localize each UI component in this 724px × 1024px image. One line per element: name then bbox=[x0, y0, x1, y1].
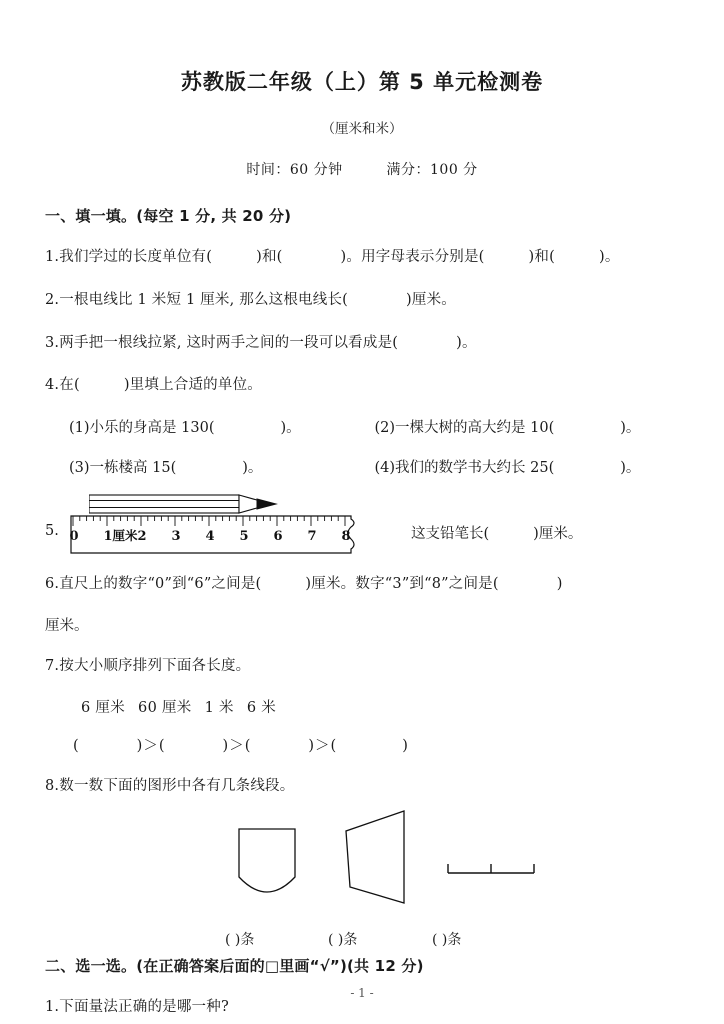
q4-sub-3-text: (3)一栋楼高 15( bbox=[69, 460, 177, 476]
question-1-3 bbox=[45, 333, 680, 355]
q7-gt-2: ＞ bbox=[229, 737, 244, 754]
q4-sub-1 bbox=[69, 416, 375, 437]
q5-answer-line bbox=[367, 522, 582, 555]
q4-sub-4-text: (4)我们的数学书大约长 25( bbox=[374, 460, 555, 476]
q7-open-3: ( bbox=[244, 737, 251, 754]
q7-gt-3: ＞ bbox=[315, 737, 330, 754]
ruler-tick-4: 4 bbox=[205, 529, 215, 544]
pencil-icon bbox=[89, 493, 287, 515]
q7-open-1: ( bbox=[73, 737, 79, 754]
ruler-tick-5: 5 bbox=[239, 529, 249, 544]
question-1-6 bbox=[45, 574, 680, 596]
ruler-tick-8: 8 bbox=[341, 529, 351, 544]
question-1-4-row-1 bbox=[45, 416, 680, 437]
question-1-2 bbox=[45, 290, 680, 312]
q7-close-3: ) bbox=[308, 737, 315, 754]
q3-text-a: 两手把一根线拉紧, 这时两手之间的一段可以看成是( bbox=[59, 334, 399, 351]
q4-text-a: 在( bbox=[59, 377, 80, 394]
q6-text-b: )厘米。数字“3”到“8”之间是( bbox=[305, 576, 499, 592]
q8-prompt: 数一数下面的图形中各有几条线段。 bbox=[59, 777, 295, 794]
q7-length-3: 1 米 bbox=[204, 699, 234, 716]
q4-text-b: )里填上合适的单位。 bbox=[123, 377, 262, 394]
exam-time: 时间：60 分钟 bbox=[246, 162, 343, 178]
q7-open-2: ( bbox=[158, 737, 165, 754]
q1-number: 1. bbox=[45, 249, 60, 265]
ruler-unit-label: 厘米 bbox=[112, 528, 138, 543]
q6-continuation: 厘米。 bbox=[45, 617, 89, 634]
q7-prompt: 按大小顺序排列下面各长度。 bbox=[59, 657, 251, 674]
q2-number: 2. bbox=[45, 291, 60, 308]
q7-close-4: ) bbox=[402, 737, 408, 754]
question-1-1 bbox=[45, 247, 680, 269]
section-1-heading: 一、填一填。(每空 1 分, 共 20 分) bbox=[45, 207, 292, 225]
q7-number: 7. bbox=[45, 657, 60, 674]
q3-number: 3. bbox=[45, 334, 60, 351]
question-2-1 bbox=[45, 997, 680, 1019]
ruler-icon bbox=[69, 515, 367, 555]
q4-sub-1-text: (1)小乐的身高是 130( bbox=[69, 420, 215, 436]
q4-sub-3 bbox=[69, 456, 375, 477]
q4-sub-2-close: )。 bbox=[620, 420, 641, 436]
q8-figures bbox=[45, 811, 680, 949]
q1-text-a: 我们学过的长度单位有( bbox=[59, 249, 213, 265]
q7-open-4: ( bbox=[330, 737, 337, 754]
q4-sub-4-close: )。 bbox=[620, 460, 641, 476]
ruler-tick-1: 1 bbox=[103, 529, 113, 544]
question-1-5 bbox=[45, 493, 680, 555]
ruler-tick-6: 6 bbox=[273, 529, 283, 544]
segment-with-ticks-icon bbox=[445, 861, 537, 877]
q5-tail-text-b: )厘米。 bbox=[533, 526, 583, 542]
ruler-tick-3: 3 bbox=[171, 529, 181, 544]
q8-label-1[interactable]: ( )条 bbox=[225, 932, 255, 949]
q1-text-e: )。 bbox=[598, 249, 620, 265]
q3-text-b: )。 bbox=[456, 334, 477, 351]
u-shape-rounded-bottom-icon bbox=[235, 827, 299, 905]
q6-text-a: 直尺上的数字“0”到“6”之间是( bbox=[59, 576, 262, 592]
question-1-4-row-2 bbox=[45, 456, 680, 477]
q5-number: 5. bbox=[45, 523, 59, 539]
s2-q1-number: 1. bbox=[45, 999, 60, 1016]
q1-text-b: )和( bbox=[256, 249, 283, 265]
ruler-tick-7: 7 bbox=[307, 529, 317, 544]
page-subtitle: （厘米和米） bbox=[321, 121, 403, 137]
q8-number: 8. bbox=[45, 777, 60, 794]
question-1-4 bbox=[45, 375, 680, 397]
q7-order-row bbox=[45, 734, 680, 755]
q7-gt-1: ＞ bbox=[143, 737, 158, 754]
q4-sub-3-close: )。 bbox=[242, 460, 263, 476]
q1-text-d: )和( bbox=[528, 249, 555, 265]
exam-score: 满分：100 分 bbox=[386, 162, 478, 178]
q7-length-list bbox=[45, 696, 680, 717]
exam-meta bbox=[0, 137, 724, 179]
q2-text-a: 一根电线比 1 米短 1 厘米, 那么这根电线长( bbox=[59, 291, 349, 308]
q4-number: 4. bbox=[45, 377, 60, 394]
q8-label-2[interactable]: ( )条 bbox=[328, 932, 358, 949]
q7-close-1: ) bbox=[136, 737, 143, 754]
section-2-heading: 二、选一选。(在正确答案后面的□里画“√”)(共 12 分) bbox=[45, 957, 424, 976]
ruler-tick-0: 0 bbox=[69, 529, 79, 544]
question-1-7 bbox=[45, 656, 680, 678]
q7-close-2: ) bbox=[222, 737, 229, 754]
question-1-8 bbox=[45, 776, 680, 798]
q5-tail-text-a: 这支铅笔长( bbox=[411, 526, 490, 542]
trapezoid-icon bbox=[338, 809, 412, 905]
q7-length-2: 60 厘米 bbox=[138, 699, 192, 716]
q7-length-1: 6 厘米 bbox=[81, 699, 126, 716]
q4-sub-1-close: )。 bbox=[280, 420, 301, 436]
s2-q1-text: 下面量法正确的是哪一种? bbox=[59, 999, 229, 1016]
ruler-tick-2: 2 bbox=[137, 529, 147, 544]
q4-sub-2-text: (2)一棵大树的高大约是 10( bbox=[374, 420, 555, 436]
q4-sub-4 bbox=[375, 456, 681, 477]
page-number: - 1 - bbox=[350, 986, 374, 1000]
ruler-illustration bbox=[69, 493, 367, 555]
q7-length-4: 6 米 bbox=[246, 699, 277, 716]
q6-number: 6. bbox=[45, 576, 60, 592]
worksheet-content bbox=[45, 205, 680, 1019]
q8-label-3[interactable]: ( )条 bbox=[432, 932, 462, 949]
q6-text-c: ) bbox=[556, 576, 563, 592]
q1-text-c: )。用字母表示分别是( bbox=[340, 249, 485, 265]
page-title: 苏教版二年级（上）第 5 单元检测卷 bbox=[180, 70, 544, 94]
q4-sub-2 bbox=[375, 416, 681, 437]
q2-text-b: )厘米。 bbox=[406, 291, 456, 308]
